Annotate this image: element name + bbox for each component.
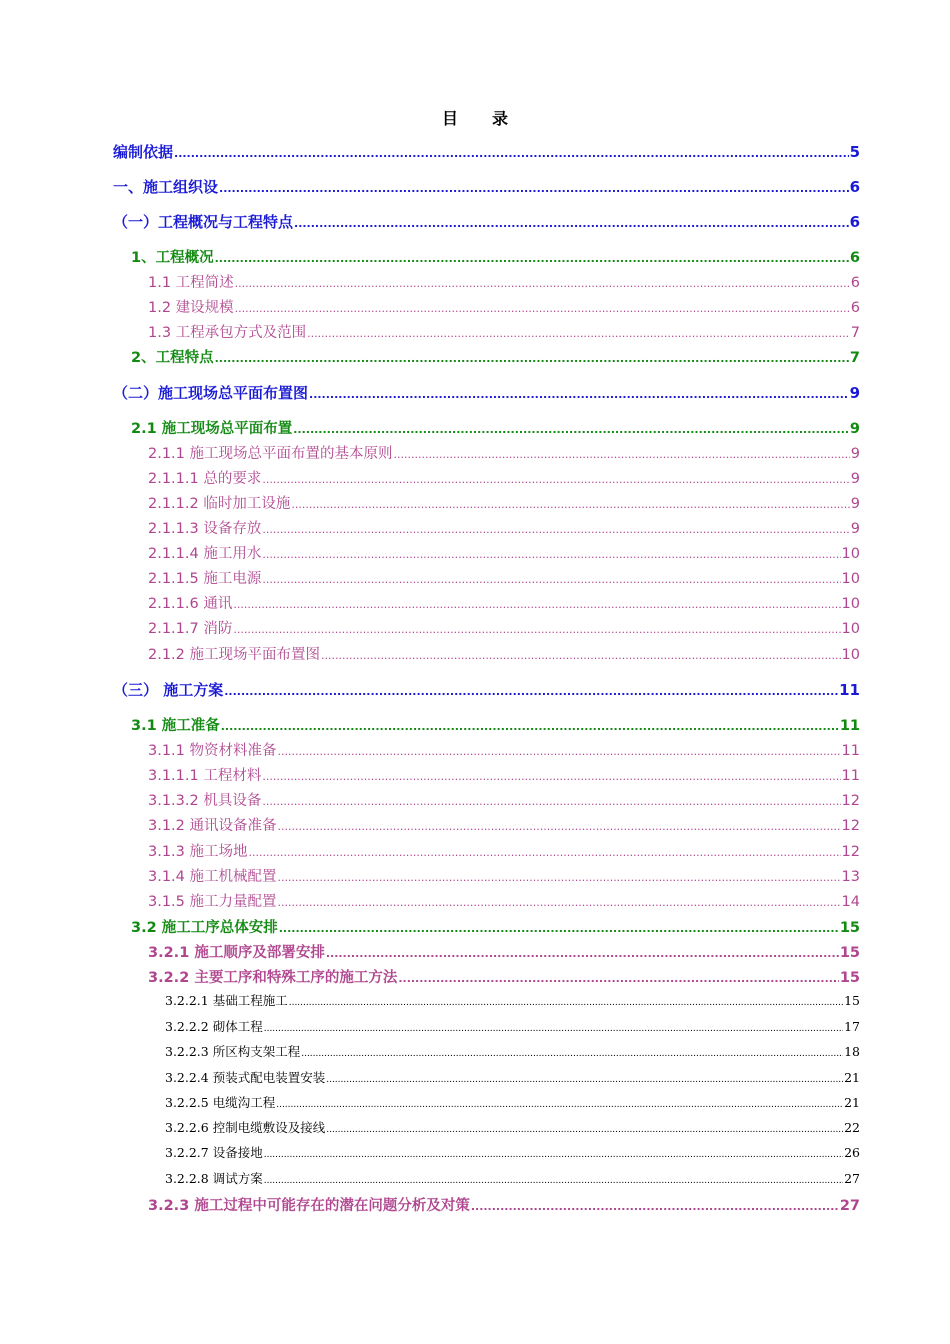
toc-entry[interactable] bbox=[148, 840, 860, 861]
toc-leader-dots bbox=[221, 720, 839, 733]
toc-entry-label: 编制依据 bbox=[113, 143, 174, 161]
toc-entry[interactable] bbox=[148, 517, 860, 538]
toc-entry-label: （三） 施工方案 bbox=[113, 681, 224, 699]
toc-entry-page-number: 9 bbox=[849, 421, 860, 437]
toc-leader-dots bbox=[278, 745, 841, 758]
toc-entry-page-number: 22 bbox=[844, 1120, 860, 1135]
toc-entry[interactable] bbox=[165, 1042, 860, 1060]
toc-entry-label: 2.1.1.3 设备存放 bbox=[148, 521, 262, 537]
toc-entry-label: 3.1.3.2 机具设备 bbox=[148, 793, 262, 809]
toc-leader-dots bbox=[219, 182, 849, 195]
toc-entry-page-number: 6 bbox=[850, 300, 860, 316]
toc-entry-page-number: 6 bbox=[849, 250, 860, 266]
toc-leader-dots bbox=[264, 1176, 843, 1186]
toc-entry-label: 3.2.2.5 电缆沟工程 bbox=[165, 1095, 276, 1110]
toc-entry-page-number: 11 bbox=[839, 718, 860, 734]
toc-entry[interactable] bbox=[148, 492, 860, 513]
toc-leader-dots bbox=[301, 1049, 843, 1059]
toc-entry-label: 1.3 工程承包方式及范围 bbox=[148, 325, 307, 341]
toc-leader-dots bbox=[262, 573, 840, 586]
toc-entry-label: 3.2.2.3 所区构支架工程 bbox=[165, 1044, 301, 1059]
toc-leader-dots bbox=[291, 498, 849, 511]
toc-entry[interactable] bbox=[148, 271, 860, 292]
toc-entry[interactable] bbox=[113, 679, 860, 700]
toc-leader-dots bbox=[278, 871, 841, 884]
toc-entry-label: 3.2.1 施工顺序及部署安排 bbox=[148, 945, 325, 961]
toc-entry-page-number: 21 bbox=[844, 1095, 860, 1110]
toc-entry-label: 1.1 工程简述 bbox=[148, 275, 234, 291]
toc-entry-label: 2.1.1.7 消防 bbox=[148, 621, 233, 637]
toc-entry-page-number: 27 bbox=[839, 1198, 860, 1214]
toc-entry-page-number: 27 bbox=[844, 1171, 860, 1186]
toc-leader-dots bbox=[398, 972, 838, 985]
toc-entry[interactable] bbox=[148, 814, 860, 835]
toc-leader-dots bbox=[262, 770, 840, 783]
toc-entry-label: 3.2.2.7 设备接地 bbox=[165, 1145, 263, 1160]
toc-entry-page-number: 9 bbox=[850, 521, 860, 537]
toc-entry-label: 3.1 施工准备 bbox=[131, 718, 220, 734]
toc-leader-dots bbox=[394, 448, 850, 461]
toc-entry-page-number: 12 bbox=[841, 818, 860, 834]
toc-leader-dots bbox=[224, 685, 838, 698]
toc-entry-label: 3.1.1.1 工程材料 bbox=[148, 768, 262, 784]
toc-leader-dots bbox=[264, 1024, 843, 1034]
toc-entry[interactable] bbox=[165, 1118, 860, 1136]
toc-entry-label: 3.2.2 主要工序和特殊工序的施工方法 bbox=[148, 970, 398, 986]
toc-entry[interactable] bbox=[165, 1169, 860, 1187]
toc-entry[interactable] bbox=[131, 916, 860, 937]
toc-leader-dots bbox=[233, 623, 840, 636]
toc-entry[interactable] bbox=[148, 739, 860, 760]
toc-entry-page-number: 11 bbox=[841, 743, 860, 759]
toc-entry[interactable] bbox=[148, 321, 860, 342]
toc-entry-page-number: 13 bbox=[841, 869, 860, 885]
toc-entry-label: 3.1.3 施工场地 bbox=[148, 844, 248, 860]
toc-leader-dots bbox=[307, 327, 850, 340]
toc-entry-page-number: 9 bbox=[850, 446, 860, 462]
toc-leader-dots bbox=[233, 598, 840, 611]
toc-leader-dots bbox=[215, 252, 849, 265]
toc-entry-page-number: 9 bbox=[849, 384, 860, 402]
toc-entry[interactable] bbox=[131, 246, 860, 267]
toc-entry-page-number: 9 bbox=[850, 496, 860, 512]
toc-entry-label: 3.2.2.1 基础工程施工 bbox=[165, 993, 288, 1008]
toc-entry-label: 2.1.2 施工现场平面布置图 bbox=[148, 647, 321, 663]
toc-entry-label: 1.2 建设规模 bbox=[148, 300, 234, 316]
toc-leader-dots bbox=[262, 523, 849, 536]
toc-entry[interactable] bbox=[148, 567, 860, 588]
toc-entry[interactable] bbox=[148, 789, 860, 810]
toc-entry[interactable] bbox=[165, 1093, 860, 1111]
toc-entry-page-number: 12 bbox=[841, 844, 860, 860]
toc-entry-label: 3.2 施工工序总体安排 bbox=[131, 920, 278, 936]
toc-entry-page-number: 18 bbox=[844, 1044, 860, 1059]
toc-entry[interactable] bbox=[131, 346, 860, 367]
toc-entry[interactable] bbox=[165, 1068, 860, 1086]
toc-leader-dots bbox=[215, 352, 849, 365]
toc-entry-label: 2.1.1 施工现场总平面布置的基本原则 bbox=[148, 446, 393, 462]
toc-entry[interactable] bbox=[148, 764, 860, 785]
toc-entry-label: 3.1.4 施工机械配置 bbox=[148, 869, 277, 885]
toc-entry[interactable] bbox=[131, 714, 860, 735]
toc-leader-dots bbox=[278, 896, 841, 909]
toc-leader-dots bbox=[249, 846, 841, 859]
toc-entry-page-number: 12 bbox=[841, 793, 860, 809]
toc-entry-page-number: 9 bbox=[850, 471, 860, 487]
toc-title-char-1: 目 bbox=[441, 109, 458, 128]
toc-entry-label: 3.2.2.6 控制电缆敷设及接线 bbox=[165, 1120, 326, 1135]
toc-entry[interactable] bbox=[148, 617, 860, 638]
toc-entry[interactable] bbox=[113, 176, 860, 197]
toc-entry-page-number: 7 bbox=[849, 350, 860, 366]
toc-entry[interactable] bbox=[148, 890, 860, 911]
toc-leader-dots bbox=[471, 1200, 839, 1213]
toc-entry-page-number: 15 bbox=[839, 945, 860, 961]
toc-entry[interactable] bbox=[148, 941, 860, 962]
toc-leader-dots bbox=[174, 147, 849, 160]
toc-leader-dots bbox=[321, 649, 841, 662]
toc-entry-page-number: 11 bbox=[839, 681, 860, 699]
toc-entry-page-number: 26 bbox=[844, 1145, 860, 1160]
toc-entry[interactable] bbox=[148, 865, 860, 886]
toc-leader-dots bbox=[294, 217, 849, 230]
toc-entry-label: （二）施工现场总平面布置图 bbox=[113, 384, 309, 402]
toc-title-char-2: 录 bbox=[492, 109, 509, 128]
toc-leader-dots bbox=[276, 1100, 843, 1110]
toc-entry-label: 2.1.1.4 施工用水 bbox=[148, 546, 262, 562]
toc-entry[interactable] bbox=[113, 211, 860, 232]
toc-leader-dots bbox=[235, 302, 850, 315]
toc-entry-label: 2.1 施工现场总平面布置 bbox=[131, 421, 293, 437]
toc-entry-page-number: 6 bbox=[849, 213, 860, 231]
toc-leader-dots bbox=[264, 1150, 843, 1160]
toc-entry-page-number: 21 bbox=[844, 1070, 860, 1085]
toc-entry-page-number: 17 bbox=[844, 1019, 860, 1034]
toc-leader-dots bbox=[309, 388, 849, 401]
toc-entry-label: 2、工程特点 bbox=[131, 350, 214, 366]
toc-entry-label: 3.2.2.2 砌体工程 bbox=[165, 1019, 263, 1034]
toc-entry-label: 3.1.2 通讯设备准备 bbox=[148, 818, 277, 834]
toc-entry-label: 3.2.2.4 预装式配电装置安装 bbox=[165, 1070, 326, 1085]
toc-entry-page-number: 15 bbox=[839, 970, 860, 986]
toc-leader-dots bbox=[278, 820, 841, 833]
toc-entry-page-number: 10 bbox=[841, 647, 860, 663]
toc-entry[interactable] bbox=[148, 296, 860, 317]
toc-entry-page-number: 7 bbox=[850, 325, 860, 341]
toc-entry[interactable] bbox=[165, 1143, 860, 1161]
toc-entry-label: 3.1.5 施工力量配置 bbox=[148, 894, 277, 910]
toc-entry[interactable] bbox=[165, 1017, 860, 1035]
toc-entry-label: 3.2.2.8 调试方案 bbox=[165, 1171, 263, 1186]
toc-entry-label: 一、施工组织设 bbox=[113, 178, 219, 196]
toc-entry-page-number: 6 bbox=[850, 275, 860, 291]
toc-entry[interactable] bbox=[148, 643, 860, 664]
toc-leader-dots bbox=[262, 548, 840, 561]
toc-entry-label: 3.1.1 物资材料准备 bbox=[148, 743, 277, 759]
toc-entry-page-number: 10 bbox=[841, 571, 860, 587]
toc-entry-page-number: 6 bbox=[849, 178, 860, 196]
toc-entry[interactable] bbox=[148, 1194, 860, 1215]
toc-entry-page-number: 15 bbox=[839, 920, 860, 936]
toc-entry[interactable] bbox=[131, 417, 860, 438]
toc-leader-dots bbox=[279, 922, 839, 935]
toc-entry[interactable] bbox=[113, 382, 860, 403]
toc-entry-page-number: 11 bbox=[841, 768, 860, 784]
toc-leader-dots bbox=[262, 473, 849, 486]
toc-entry-label: 3.2.3 施工过程中可能存在的潜在问题分析及对策 bbox=[148, 1198, 470, 1214]
toc-entry-label: 2.1.1.1 总的要求 bbox=[148, 471, 262, 487]
toc-leader-dots bbox=[326, 1125, 843, 1135]
toc-entry-page-number: 14 bbox=[841, 894, 860, 910]
toc-leader-dots bbox=[326, 947, 839, 960]
toc-entry-page-number: 10 bbox=[841, 621, 860, 637]
toc-entry[interactable] bbox=[148, 966, 860, 987]
toc-leader-dots bbox=[293, 423, 849, 436]
toc-leader-dots bbox=[262, 795, 840, 808]
toc-entry-label: （一）工程概况与工程特点 bbox=[113, 213, 294, 231]
toc-entry-page-number: 10 bbox=[841, 546, 860, 562]
toc-entry-label: 2.1.1.2 临时加工设施 bbox=[148, 496, 291, 512]
toc-entry[interactable] bbox=[148, 542, 860, 563]
toc-leader-dots bbox=[326, 1075, 843, 1085]
toc-entry-page-number: 5 bbox=[849, 143, 860, 161]
toc-leader-dots bbox=[289, 998, 843, 1008]
toc-entry[interactable] bbox=[113, 141, 860, 162]
toc-entry-label: 2.1.1.5 施工电源 bbox=[148, 571, 262, 587]
toc-entry[interactable] bbox=[148, 592, 860, 613]
toc-entry[interactable] bbox=[148, 442, 860, 463]
toc-entry-label: 1、工程概况 bbox=[131, 250, 214, 266]
toc-entry[interactable] bbox=[165, 991, 860, 1009]
toc-entry-page-number: 10 bbox=[841, 596, 860, 612]
toc-entry[interactable] bbox=[148, 467, 860, 488]
toc-entry-label: 2.1.1.6 通讯 bbox=[148, 596, 233, 612]
toc-title bbox=[0, 106, 950, 129]
toc-entry-page-number: 15 bbox=[844, 993, 860, 1008]
toc-leader-dots bbox=[235, 277, 850, 290]
